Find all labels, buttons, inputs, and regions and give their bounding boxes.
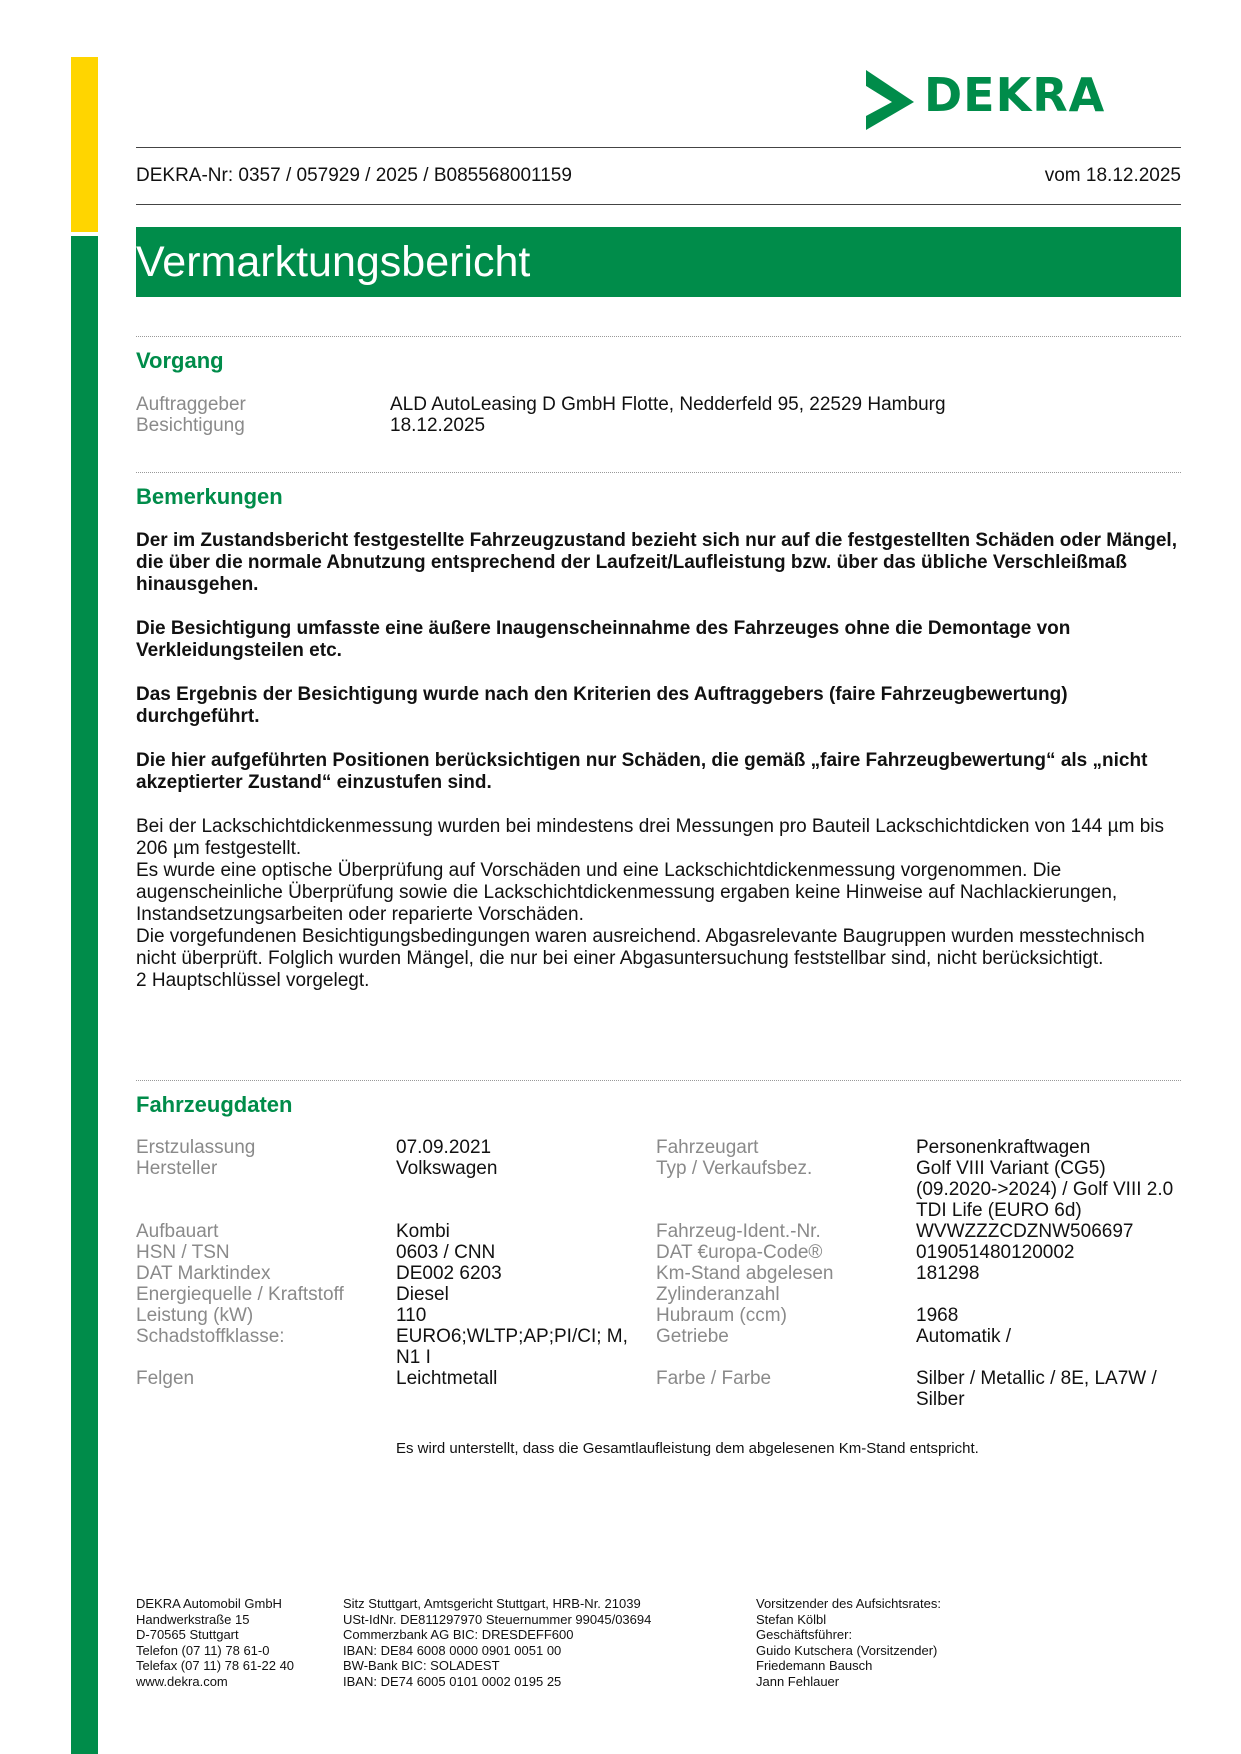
footer-management (756, 1596, 941, 1689)
remark-bold: Die hier aufgeführten Positionen berücksichtigen nur Schäden, die gemäß „faire Fahrzeugbewertung“ als „nicht akzeptierter Zustand“ einzustufen sind. (136, 750, 1148, 793)
vehicle-row (136, 1368, 1181, 1410)
vehicle-value: Personenkraftwagen (916, 1137, 1091, 1158)
section-heading-vorgang: Vorgang (136, 348, 224, 373)
footer-line: Commerzbank AG BIC: DRESDEFF600 (343, 1627, 574, 1642)
vehicle-label: DAT €uropa-Code® (656, 1242, 823, 1263)
footer-line: Sitz Stuttgart, Amtsgericht Stuttgart, HRB-Nr. 21039 (343, 1596, 641, 1611)
vehicle-label: Fahrzeugart (656, 1137, 759, 1158)
remark-text: Es wurde eine optische Überprüfung auf Vorschäden und eine Lackschichtdickenmessung vorgenommen. Die augenscheinliche Überprüfung sowie die Lackschichtdickenmessung ergaben keine Hinweise auf Nachlackierungen, Instandsetzungsarbeiten oder reparierte Vorschäden. (136, 860, 1118, 925)
footer-line: Friedemann Bausch (756, 1658, 873, 1673)
remarks-block (136, 530, 1181, 992)
remark-text: 2 Hauptschlüssel vorgelegt. (136, 970, 370, 991)
footer-line: DEKRA Automobil GmbH (136, 1596, 282, 1611)
page-title: Vermarktungsbericht (136, 238, 531, 286)
vehicle-data-table (136, 1137, 1181, 1410)
divider (136, 1080, 1181, 1081)
vehicle-row (136, 1305, 1181, 1326)
footer-line: IBAN: DE74 6005 0101 0002 0195 25 (343, 1673, 562, 1689)
vehicle-value: WVWZZZCDZNW506697 (916, 1221, 1134, 1242)
vehicle-row (136, 1263, 1181, 1284)
header-rule-bottom (136, 204, 1181, 205)
footer-registration (343, 1596, 651, 1689)
section-heading-fahrzeugdaten: Fahrzeugdaten (136, 1092, 293, 1117)
remark-bold: Die Besichtigung umfasste eine äußere Inaugenscheinnahme des Fahrzeuges ohne die Demontage von Verkleidungsteilen etc. (136, 618, 1071, 661)
vehicle-value: 1968 (916, 1305, 959, 1326)
footer-company (136, 1596, 294, 1689)
vehicle-value: Volkswagen (396, 1158, 498, 1179)
vehicle-label: Aufbauart (136, 1221, 219, 1242)
divider (136, 472, 1181, 473)
vehicle-label: Energiequelle / Kraftstoff (136, 1284, 344, 1305)
vehicle-label: HSN / TSN (136, 1242, 230, 1263)
logo-text: DEKRA (924, 68, 1106, 122)
vehicle-value: 07.09.2021 (396, 1137, 492, 1158)
vehicle-label: Leistung (kW) (136, 1305, 254, 1326)
footer-line: Handwerkstraße 15 (136, 1611, 250, 1627)
divider (136, 336, 1181, 337)
footer-line: Jann Fehlauer (756, 1673, 840, 1689)
vehicle-value: Kombi (396, 1221, 450, 1242)
vehicle-row (136, 1221, 1181, 1242)
vehicle-value: DE002 6203 (396, 1263, 502, 1284)
vehicle-label: Hubraum (ccm) (656, 1305, 787, 1326)
title-bar (136, 227, 1181, 297)
side-bar-green (71, 236, 98, 1754)
dekra-mark-icon (862, 68, 918, 132)
vehicle-value: Golf VIII Variant (CG5)(09.2020->2024) / Golf VIII 2.0 TDI Life (EURO 6d) (916, 1158, 1174, 1221)
vehicle-value: Diesel (396, 1284, 449, 1305)
footer-line: IBAN: DE84 6008 0000 0901 0051 00 (343, 1642, 562, 1658)
dekra-number: DEKRA-Nr: 0357 / 057929 / 2025 / B085568001159 (136, 165, 572, 186)
label-besichtigung: Besichtigung (136, 415, 245, 436)
vehicle-label: Felgen (136, 1368, 195, 1389)
footer-line: Geschäftsführer: (756, 1627, 853, 1642)
vehicle-value: Leichtmetall (396, 1368, 498, 1389)
mileage-note: Es wird unterstellt, dass die Gesamtlaufleistung dem abgelesenen Km-Stand entspricht. (396, 1440, 979, 1457)
footer-line: D-70565 Stuttgart (136, 1627, 239, 1642)
footer-line: Stefan Kölbl (756, 1611, 827, 1627)
section-heading-bemerkungen: Bemerkungen (136, 484, 283, 509)
label-auftraggeber: Auftraggeber (136, 394, 246, 415)
vehicle-label: Hersteller (136, 1158, 218, 1179)
header-rule-top (136, 147, 1181, 148)
vehicle-label: Farbe / Farbe (656, 1368, 772, 1389)
value-besichtigung: 18.12.2025 (390, 415, 486, 436)
vehicle-value: EURO6;WLTP;AP;PI/CI; M, N1 I (396, 1326, 628, 1368)
footer-line: Telefax (07 11) 78 61-22 40 (136, 1658, 295, 1673)
vehicle-value: 110 (396, 1305, 427, 1326)
vehicle-row (136, 1326, 1181, 1368)
remark-bold: Der im Zustandsbericht festgestellte Fahrzeugzustand bezieht sich nur auf die festgestellten Schäden oder Mängel, die über die normale Abnutzung entsprechend der Laufzeit/Laufleistung bzw. über das übliche Verschleißmaß hinausgehen. (136, 530, 1177, 595)
vehicle-row (136, 1242, 1181, 1263)
report-date: vom 18.12.2025 (1044, 165, 1181, 186)
vehicle-label: DAT Marktindex (136, 1263, 271, 1284)
vehicle-label: Fahrzeug-Ident.-Nr. (656, 1221, 821, 1242)
vehicle-label: Erstzulassung (136, 1137, 256, 1158)
vehicle-label: Zylinderanzahl (656, 1284, 780, 1305)
vehicle-label: Typ / Verkaufsbez. (656, 1158, 813, 1179)
value-auftraggeber: ALD AutoLeasing D GmbH Flotte, Nedderfeld 95, 22529 Hamburg (390, 394, 946, 415)
vehicle-row (136, 1284, 1181, 1305)
vehicle-label: Schadstoffklasse: (136, 1326, 285, 1347)
remark-text: Die vorgefundenen Besichtigungsbedingungen waren ausreichend. Abgasrelevante Baugruppen wurden messtechnisch nicht überprüft. Folglich wurden Mängel, die nur bei einer Abgasuntersuchung feststellbar sind, nicht berücksichtigt. (136, 926, 1145, 969)
footer-line: Guido Kutschera (Vorsitzender) (756, 1642, 938, 1658)
footer-line: www.dekra.com (136, 1673, 228, 1689)
remark-text: Bei der Lackschichtdickenmessung wurden bei mindestens drei Messungen pro Bauteil Lackschichtdicken von 144 µm bis 206 µm festgestellt. (136, 816, 1164, 859)
footer-line: USt-IdNr. DE811297970 Steuernummer 99045/03694 (343, 1611, 652, 1627)
vehicle-value: 181298 (916, 1263, 980, 1284)
footer-line: BW-Bank BIC: SOLADEST (343, 1658, 500, 1673)
vehicle-value: 019051480120002 (916, 1242, 1075, 1263)
vehicle-value (916, 1284, 1181, 1305)
remark-bold: Das Ergebnis der Besichtigung wurde nach den Kriterien des Auftraggebers (faire Fahrzeugbewertung) durchgeführt. (136, 684, 1068, 727)
footer-line: Vorsitzender des Aufsichtsrates: (756, 1596, 941, 1611)
vehicle-value: Automatik / (916, 1326, 1012, 1347)
side-bar-yellow (71, 57, 98, 232)
vehicle-row (136, 1158, 1181, 1221)
vehicle-label: Km-Stand abgelesen (656, 1263, 834, 1284)
vehicle-value: Silber / Metallic / 8E, LA7W / Silber (916, 1368, 1157, 1410)
vehicle-label: Getriebe (656, 1326, 729, 1347)
dekra-logo (862, 68, 1106, 132)
vehicle-row (136, 1137, 1181, 1158)
footer-line: Telefon (07 11) 78 61-0 (136, 1642, 270, 1658)
vehicle-value: 0603 / CNN (396, 1242, 496, 1263)
